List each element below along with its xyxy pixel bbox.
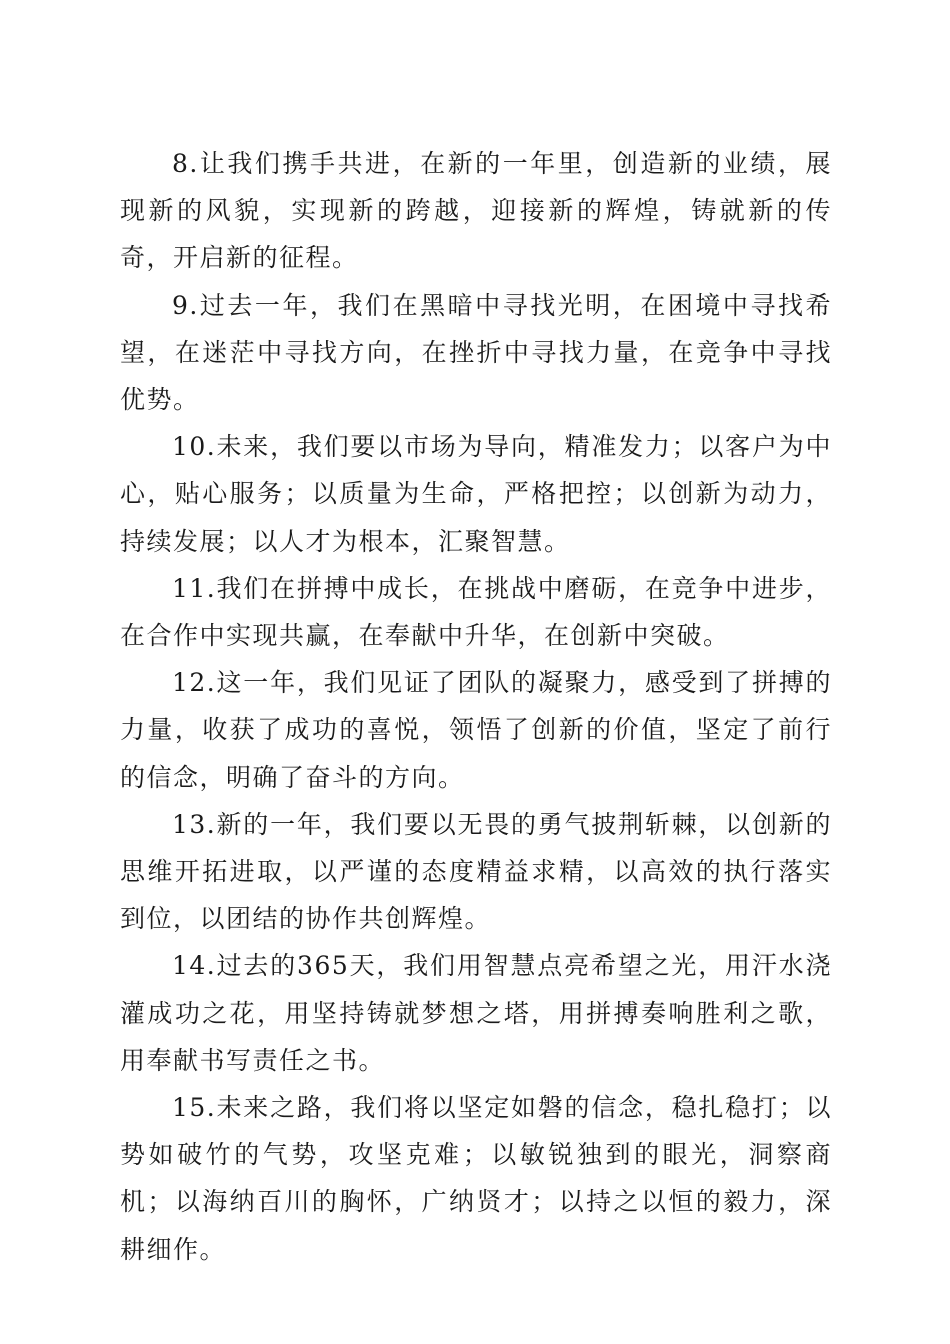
document-body <box>120 140 832 1273</box>
paragraph-13: 13.新的一年，我们要以无畏的勇气披荆斩棘，以创新的思维开拓进取，以严谨的态度精益求精，以高效的执行落实到位，以团结的协作共创辉煌。 <box>120 809 832 934</box>
paragraph-12: 12.这一年，我们见证了团队的凝聚力，感受到了拼搏的力量，收获了成功的喜悦，领悟了创新的价值，坚定了前行的信念，明确了奋斗的方向。 <box>120 668 832 792</box>
paragraph-11: 11.我们在拼搏中成长，在挑战中磨砺，在竞争中进步，在合作中实现共赢，在奉献中升华，在创新中突破。 <box>120 573 832 651</box>
paragraph-9: 9.过去一年，我们在黑暗中寻找光明，在困境中寻找希望，在迷茫中寻找方向，在挫折中寻找力量，在竞争中寻找优势。 <box>120 290 832 415</box>
paragraph-14: 14.过去的365天，我们用智慧点亮希望之光，用汗水浇灌成功之花，用坚持铸就梦想之塔，用拼搏奏响胜利之歌，用奉献书写责任之书。 <box>120 951 832 1075</box>
paragraph-8: 8.让我们携手共进，在新的一年里，创造新的业绩，展现新的风貌，实现新的跨越，迎接新的辉煌，铸就新的传奇，开启新的征程。 <box>120 149 832 273</box>
paragraph-10: 10.未来，我们要以市场为导向，精准发力；以客户为中心，贴心服务；以质量为生命，严格把控；以创新为动力，持续发展；以人才为根本，汇聚智慧。 <box>120 432 832 556</box>
paragraph-15: 15.未来之路，我们将以坚定如磐的信念，稳扎稳打；以势如破竹的气势，攻坚克难；以敏锐独到的眼光，洞察商机；以海纳百川的胸怀，广纳贤才；以持之以恒的毅力，深耕细作。 <box>120 1093 832 1264</box>
